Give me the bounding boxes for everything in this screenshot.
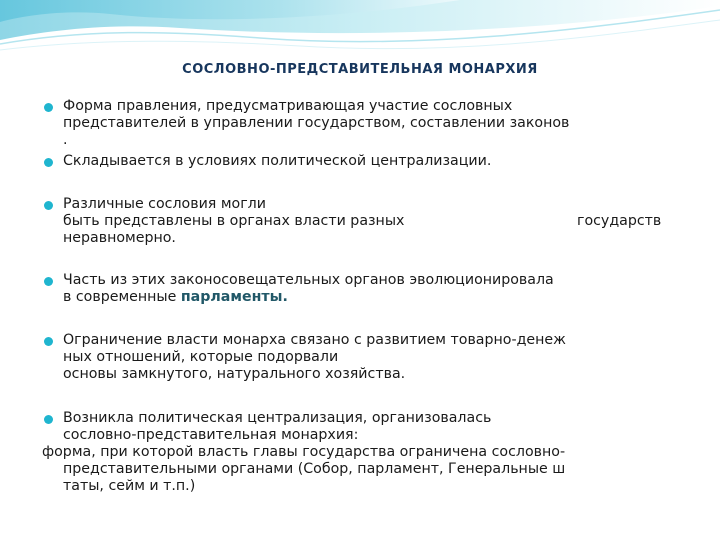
bullet-line: государств: [577, 213, 662, 229]
bullet-line: неравномерно.: [63, 230, 176, 246]
bullet-line: Ограничение власти монарха связано с развитием товарно-денеж: [63, 332, 566, 348]
header-wave-decoration: [0, 0, 720, 70]
bullet-line: Форма правления, предусматривающая участие сословных: [63, 98, 513, 114]
bullet-dot-icon: [44, 103, 53, 112]
bullet-dot-icon: [44, 415, 53, 424]
bullet-dot-icon: [44, 201, 53, 210]
bullet-text: в современные: [63, 289, 181, 305]
bullet-line: .: [63, 132, 68, 148]
bullet-line: Складывается в условиях политической централизации.: [63, 153, 492, 169]
bullet-dot-icon: [44, 277, 53, 286]
bullet-line: Различные сословия могли: [63, 196, 266, 212]
page-title: СОСЛОВНО-ПРЕДСТАВИТЕЛЬНАЯ МОНАРХИЯ: [182, 62, 538, 77]
bullet-line: представителей в управлении государством, составлении законов: [63, 115, 570, 131]
bullet-line: Возникла политическая централизация, организовалась: [63, 410, 492, 426]
bullet-line: быть представлены в органах власти разных: [63, 213, 405, 229]
bullet-line: ных отношений, которые подорвали: [63, 349, 339, 365]
keyword-parliaments: парламенты.: [180, 289, 288, 305]
bullet-line: представительными органами (Собор, парламент, Генеральные ш: [63, 461, 566, 477]
bullet-line: таты, сейм и т.п.): [63, 478, 196, 494]
bullet-line: форма, при которой власть главы государства ограничена сословно-: [42, 444, 566, 460]
bullet-dot-icon: [44, 337, 53, 346]
bullet-dot-icon: [44, 158, 53, 167]
bullet-line: сословно-представительная монархия:: [63, 427, 359, 443]
bullet-line: Часть из этих законосовещательных органов эволюционировала: [63, 272, 554, 288]
bullet-line: основы замкнутого, натурального хозяйства.: [63, 366, 406, 382]
bullet-line-with-keyword: [63, 289, 288, 305]
